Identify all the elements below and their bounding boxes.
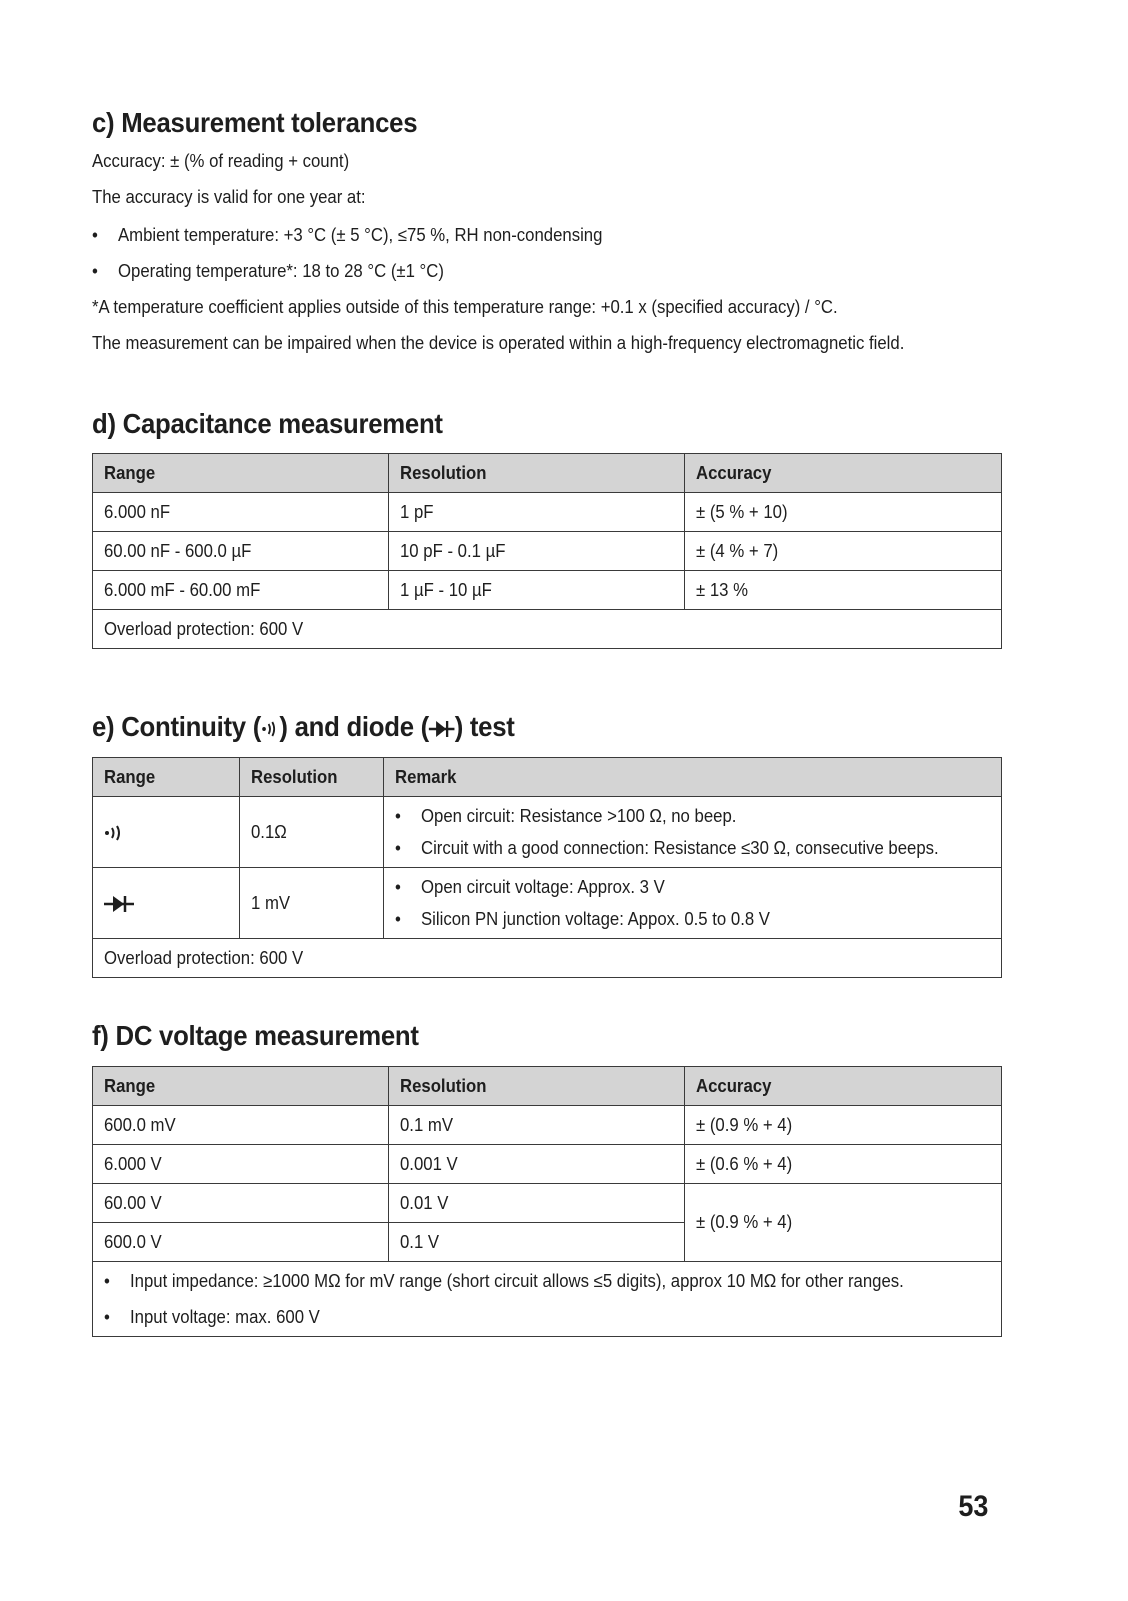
section-c-heading: c) Measurement tolerances [92,107,418,138]
cell-range [93,868,240,939]
diode-icon [104,894,134,914]
cell-accuracy: ± (0.9 % + 4) [685,1106,1002,1145]
table-row [93,1145,1002,1184]
cell-resolution: 0.1 mV [389,1106,685,1145]
cell-accuracy: ± (5 % + 10) [685,493,1002,532]
cell-resolution: 10 pF - 0.1 µF [389,532,685,571]
remark-item: • Circuit with a good connection: Resistance ≤30 Ω, consecutive beeps. [395,838,939,858]
overload-protection: Overload protection: 600 V [93,610,1002,649]
table-footer-row [93,610,1002,649]
cell-range: 6.000 V [93,1145,389,1184]
cell-range: 6.000 mF - 60.00 mF [93,571,389,610]
accuracy-text: Accuracy: ± (% of reading + count) [92,151,350,171]
cell-resolution: 1 pF [389,493,685,532]
table-row [93,1106,1002,1145]
coefficient-text: *A temperature coefficient applies outside of this temperature range: +0.1 x (specified accuracy) / °C. [92,297,838,317]
validity-text: The accuracy is valid for one year at: [92,187,366,207]
section-e-heading [92,711,515,743]
table-row [93,868,1002,939]
cell-range: 600.0 mV [93,1106,389,1145]
table-header-row [93,454,1002,493]
table-row [93,532,1002,571]
cell-resolution: 1 µF - 10 µF [389,571,685,610]
cell-resolution: 1 mV [240,868,384,939]
cell-range: 60.00 nF - 600.0 µF [93,532,389,571]
remark-item: • Open circuit: Resistance >100 Ω, no beep. [395,806,737,826]
note-item: • Input voltage: max. 600 V [104,1307,320,1327]
continuity-table [92,757,1002,978]
section-d-heading: d) Capacitance measurement [92,408,443,439]
continuity-icon [261,718,279,740]
heading-suffix: ) test [454,711,515,742]
remark-item: • Open circuit voltage: Approx. 3 V [395,877,665,897]
table-row [93,571,1002,610]
continuity-icon [104,823,126,843]
table-row [93,1184,1002,1223]
heading-prefix: e) Continuity ( [92,711,262,742]
header-resolution: Resolution [240,758,384,797]
table-row [93,493,1002,532]
cell-remark [384,797,1002,868]
bullet-marker: • [92,225,98,245]
cell-remark [384,868,1002,939]
bullet-marker: • [92,261,98,281]
cell-accuracy-merged: ± (0.9 % + 4) [685,1184,1002,1262]
header-range: Range [93,1067,389,1106]
header-range: Range [93,758,240,797]
capacitance-table [92,453,1002,649]
cell-range: 60.00 V [93,1184,389,1223]
diode-icon [429,718,455,740]
section-f-heading: f) DC voltage measurement [92,1020,419,1051]
bullet-text: Ambient temperature: +3 °C (± 5 °C), ≤75 %, RH non-condensing [118,225,603,245]
table-notes-row [93,1262,1002,1337]
dc-voltage-table [92,1066,1002,1337]
note-item: • Input impedance: ≥1000 MΩ for mV range (short circuit allows ≤5 digits), approx 10 MΩ for other ranges. [104,1271,904,1291]
overload-protection: Overload protection: 600 V [93,939,1002,978]
header-range: Range [93,454,389,493]
impaired-text: The measurement can be impaired when the device is operated within a high-frequency electromagnetic field. [92,333,905,353]
cell-resolution: 0.1 V [389,1223,685,1262]
remark-item: • Silicon PN junction voltage: Appox. 0.5 to 0.8 V [395,909,770,929]
cell-resolution: 0.001 V [389,1145,685,1184]
table-header-row [93,1067,1002,1106]
cell-range: 6.000 nF [93,493,389,532]
header-remark: Remark [384,758,1002,797]
bullet-text: Operating temperature*: 18 to 28 °C (±1 °C) [118,261,444,281]
table-header-row [93,758,1002,797]
page-number: 53 [957,1490,988,1523]
header-accuracy: Accuracy [685,1067,1002,1106]
cell-range [93,797,240,868]
header-accuracy: Accuracy [685,454,1002,493]
table-row [93,797,1002,868]
cell-accuracy: ± 13 % [685,571,1002,610]
header-resolution: Resolution [389,454,685,493]
cell-accuracy: ± (4 % + 7) [685,532,1002,571]
cell-resolution: 0.1Ω [240,797,384,868]
table-footer-row [93,939,1002,978]
cell-accuracy: ± (0.6 % + 4) [685,1145,1002,1184]
header-resolution: Resolution [389,1067,685,1106]
heading-mid: ) and diode ( [279,711,429,742]
cell-range: 600.0 V [93,1223,389,1262]
notes-cell [93,1262,1002,1337]
cell-resolution: 0.01 V [389,1184,685,1223]
